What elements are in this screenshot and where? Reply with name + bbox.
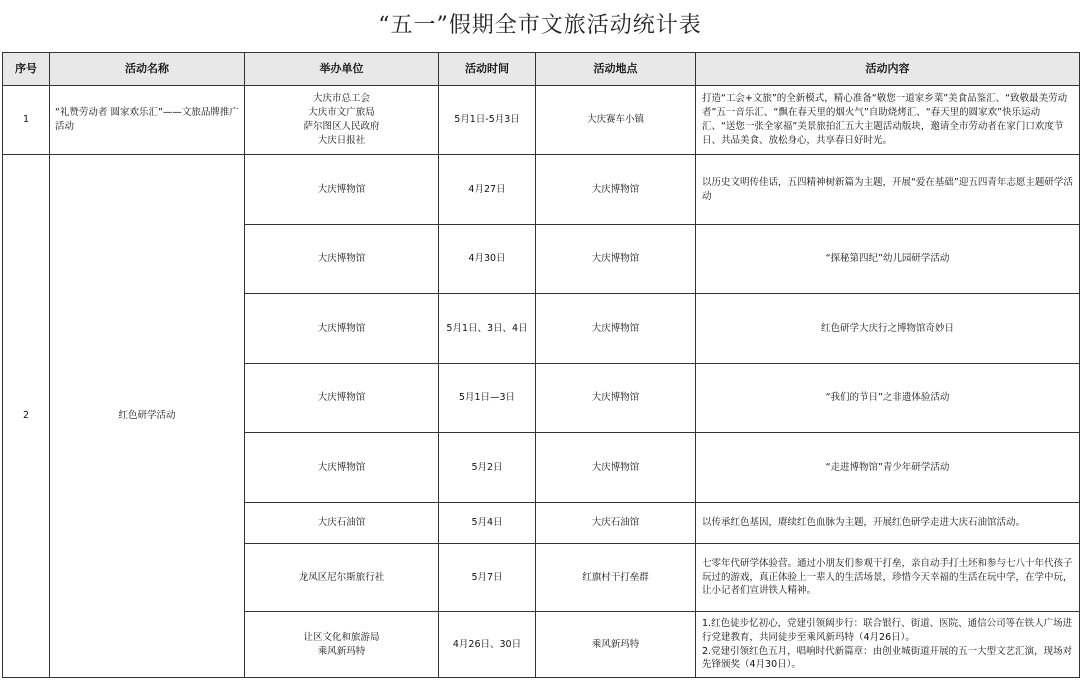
cell-content: 七零年代研学体验营。通过小朋友们参观干打垒，亲自动手打土坯和参与七八十年代孩子玩过的游戏，真正体验上一辈人的生活场景，珍惜今天幸福的生活在玩中学，在学中玩，让小记者们宣讲铁人精神。 bbox=[696, 544, 1080, 612]
cell-time: 5月1日—3日 bbox=[439, 364, 536, 433]
cell-no: 2 bbox=[3, 155, 50, 678]
cell-content: 红色研学大庆行之博物馆奇妙日 bbox=[696, 294, 1080, 364]
content-line: 2.党建引领红色五月，唱响时代新篇章：由创业城街道开展的五一大型文艺汇演，现场对先锋颁奖（4月30日）。 bbox=[702, 645, 1073, 671]
cell-org: 大庆石油馆 bbox=[245, 503, 439, 544]
cell-org: 大庆博物馆 bbox=[245, 155, 439, 225]
cell-no: 1 bbox=[3, 86, 50, 155]
cell-place: 红旗村干打垒群 bbox=[536, 544, 696, 612]
cell-time: 5月4日 bbox=[439, 503, 536, 544]
cell-time: 5月1日、3日、4日 bbox=[439, 294, 536, 364]
cell-time: 5月7日 bbox=[439, 544, 536, 612]
org-line: 萨尔图区人民政府 bbox=[303, 121, 380, 132]
page-title: “五一”假期全市文旅活动统计表 bbox=[378, 13, 702, 38]
cell-name: “礼赞劳动者 圆家欢乐汇”——文旅品牌推广活动 bbox=[50, 86, 245, 155]
cell-place: 大庆博物馆 bbox=[536, 225, 696, 294]
cell-place: 大庆博物馆 bbox=[536, 294, 696, 364]
org-line: 大庆日报社 bbox=[317, 134, 366, 146]
cell-time: 5月1日-5月3日 bbox=[439, 86, 536, 155]
cell-time: 5月2日 bbox=[439, 433, 536, 503]
org-line: 大庆市总工会 bbox=[312, 93, 370, 105]
header-content: 活动内容 bbox=[696, 53, 1080, 86]
cell-place: 大庆博物馆 bbox=[536, 155, 696, 225]
cell-time: 4月27日 bbox=[439, 155, 536, 225]
cell-content: “探秘第四纪”幼儿园研学活动 bbox=[696, 225, 1080, 294]
cell-time: 4月26日、30日 bbox=[439, 612, 536, 678]
org-line: 让区文化和旅游局 bbox=[303, 631, 380, 643]
cell-name: 红色研学活动 bbox=[50, 155, 245, 678]
cell-place: 大庆博物馆 bbox=[536, 433, 696, 503]
org-line: 大庆市文广旅局 bbox=[308, 107, 375, 119]
cell-time: 4月30日 bbox=[439, 225, 536, 294]
cell-place: 乘风新玛特 bbox=[536, 612, 696, 678]
header-no: 序号 bbox=[3, 53, 50, 86]
cell-place: 大庆赛车小镇 bbox=[536, 86, 696, 155]
cell-org bbox=[245, 86, 439, 155]
cell-org: 龙凤区尼尔斯旅行社 bbox=[245, 544, 439, 612]
cell-content: “走进博物馆”青少年研学活动 bbox=[696, 433, 1080, 503]
activity-table bbox=[2, 52, 1080, 678]
cell-content bbox=[696, 612, 1080, 678]
cell-org: 大庆博物馆 bbox=[245, 294, 439, 364]
cell-org: 大庆博物馆 bbox=[245, 433, 439, 503]
cell-content: 打造“工会+文旅”的全新模式，精心准备“敬您一道家乡菜”美食品鉴汇、“致敬最美劳动者”五一音乐汇、“飘在春天里的烟火气”自助烧烤汇、“春天里的圆家欢”快乐运动汇、“送您一张全家福”美景旅拍汇五大主题活动版块，邀请全市劳动者在家门口欢度节日、共品美食、放松身心，共享春日好时光。 bbox=[696, 86, 1080, 155]
header-time: 活动时间 bbox=[439, 53, 536, 86]
header-place: 活动地点 bbox=[536, 53, 696, 86]
cell-place: 大庆石油馆 bbox=[536, 503, 696, 544]
header-name: 活动名称 bbox=[50, 53, 245, 86]
content-line: 1.红色徒步忆初心，党建引领阔步行：联合银行、街道、医院、通信公司等在铁人广场进行党建教育，共同徒步至乘风新玛特（4月26日）。 bbox=[702, 617, 1073, 643]
cell-org: 大庆博物馆 bbox=[245, 364, 439, 433]
header-row bbox=[3, 53, 1080, 86]
cell-org bbox=[245, 612, 439, 678]
header-org: 举办单位 bbox=[245, 53, 439, 86]
cell-content: 以历史文明传佳话，五四精神树新篇为主题，开展“爱在基础”迎五四青年志愿主题研学活动 bbox=[696, 155, 1080, 225]
org-line: 乘风新玛特 bbox=[317, 645, 366, 657]
cell-org: 大庆博物馆 bbox=[245, 225, 439, 294]
cell-content: 以传承红色基因，赓续红色血脉为主题，开展红色研学走进大庆石油馆活动。 bbox=[696, 503, 1080, 544]
cell-place: 大庆博物馆 bbox=[536, 364, 696, 433]
table-row bbox=[3, 155, 1080, 225]
table-row bbox=[3, 86, 1080, 155]
cell-content: “我们的节日”之非遗体验活动 bbox=[696, 364, 1080, 433]
